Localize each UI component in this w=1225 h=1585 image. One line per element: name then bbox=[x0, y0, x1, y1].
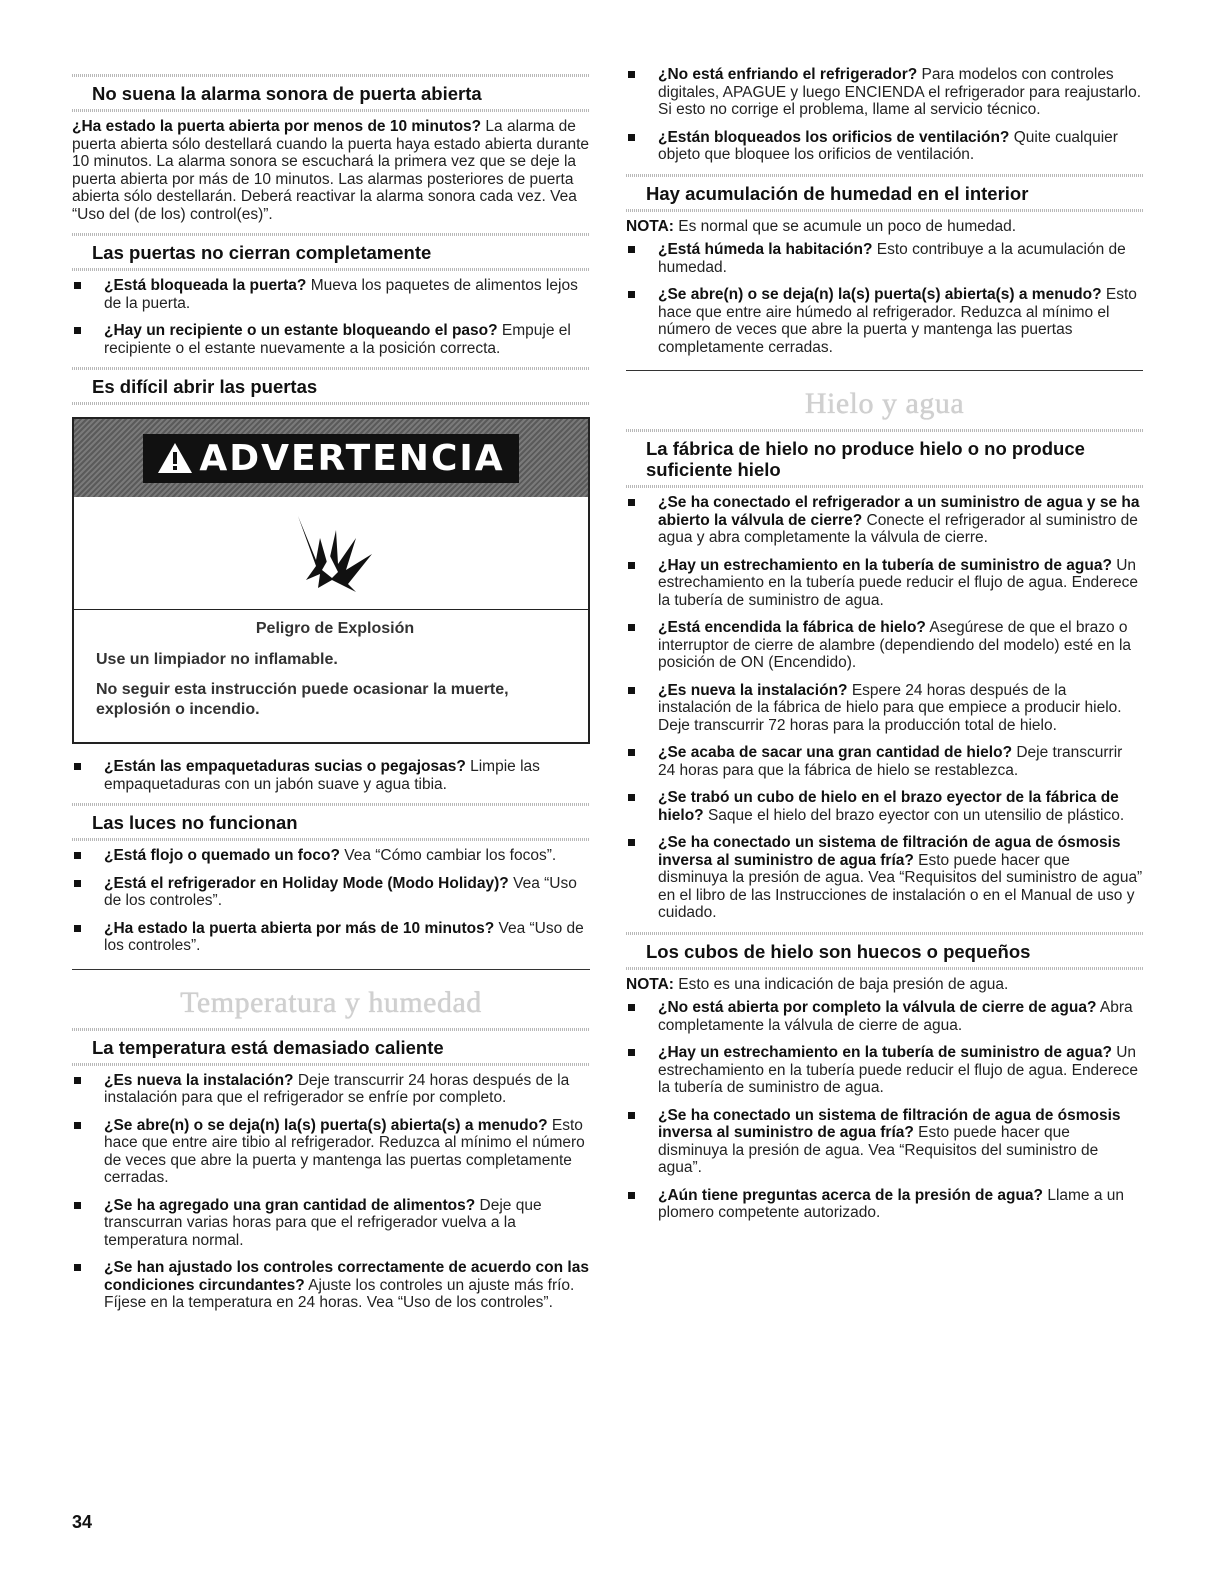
section-header bbox=[72, 803, 590, 841]
list-item bbox=[626, 999, 1143, 1034]
list-item bbox=[72, 1197, 590, 1250]
answer: Vea “Uso de los controles”. bbox=[104, 919, 584, 954]
question: ¿Se ha conectado un sistema de filtración de agua de ósmosis inversa al suministro de agua fría? bbox=[658, 834, 1121, 869]
question: ¿Están las empaquetaduras sucias o pegajosas? bbox=[104, 758, 466, 775]
question: ¿Están bloqueados los orificios de ventilación? bbox=[658, 128, 1010, 146]
warning-text bbox=[74, 610, 588, 742]
question: ¿Se han ajustado los controles correctamente de acuerdo con las condiciones circundantes? bbox=[104, 1259, 589, 1294]
bullet-square-icon bbox=[628, 687, 635, 694]
bullet-square-icon bbox=[74, 1264, 81, 1271]
list-item bbox=[626, 1187, 1143, 1222]
bullet-square-icon bbox=[628, 624, 635, 631]
list-item bbox=[626, 744, 1143, 779]
list-item bbox=[72, 847, 590, 865]
list-item bbox=[72, 920, 590, 955]
bullet-square-icon bbox=[74, 1077, 81, 1084]
paragraph bbox=[72, 118, 590, 223]
bullet-square-icon bbox=[74, 282, 81, 289]
section-header bbox=[626, 174, 1143, 212]
warning-title: ADVERTENCIA bbox=[199, 437, 505, 479]
list-item bbox=[626, 66, 1143, 119]
list-item bbox=[626, 286, 1143, 356]
answer: Vea “Cómo cambiar los focos”. bbox=[339, 847, 557, 864]
list-item bbox=[626, 619, 1143, 672]
answer: Saque el hielo del brazo eyector con un utensilio de plástico. bbox=[703, 806, 1125, 824]
question: ¿Está flojo o quemado un foco? bbox=[104, 847, 340, 864]
question: ¿Está el refrigerador en Holiday Mode (Modo Holiday)? bbox=[104, 874, 509, 892]
bullet-list bbox=[72, 277, 590, 357]
bullet-square-icon bbox=[628, 246, 635, 253]
bullet-square-icon bbox=[628, 1049, 635, 1056]
bullet-square-icon bbox=[74, 852, 81, 859]
section-header bbox=[626, 932, 1143, 970]
warning-triangle-icon bbox=[157, 442, 193, 474]
section-header bbox=[72, 367, 590, 405]
answer: Esto puede hacer que disminuya la presión de agua. Vea “Requisitos del suministro de agua” en el libro de las Instrucciones de instalación o en el Manual de uso y cuidado. bbox=[658, 851, 1143, 921]
list-item bbox=[626, 1044, 1143, 1097]
answer: Asegúrese de que el brazo o interruptor de cierre de alambre (dependiendo del modelo) esté en la posición de ON (Encendido). bbox=[658, 619, 1132, 671]
note-text: Esto es una indicación de baja presión de agua. bbox=[673, 975, 1009, 993]
answer: Esto hace que entre aire tibio al refrigerador. Reduzca al mínimo el número de veces que abre la puerta y mantenga las puertas completamente cerradas. bbox=[104, 1116, 585, 1186]
question: ¿Se trabó un cubo de hielo en el brazo eyector de la fábrica de hielo? bbox=[658, 789, 1119, 824]
explosion-graphic bbox=[74, 497, 588, 610]
bullet-list bbox=[72, 1072, 590, 1312]
bullet-square-icon bbox=[628, 1004, 635, 1011]
note bbox=[626, 218, 1143, 236]
explosion-icon bbox=[286, 508, 376, 598]
list-item bbox=[72, 277, 590, 312]
list-item bbox=[72, 1117, 590, 1187]
question: ¿Se ha agregado una gran cantidad de alimentos? bbox=[104, 1196, 476, 1214]
list-item bbox=[72, 1259, 590, 1312]
bullet-square-icon bbox=[628, 749, 635, 756]
question: ¿Está bloqueada la puerta? bbox=[104, 277, 307, 294]
bullet-square-icon bbox=[628, 291, 635, 298]
question: ¿Ha estado la puerta abierta por menos de 10 minutos? bbox=[72, 118, 482, 135]
bullet-list bbox=[626, 241, 1143, 356]
warning-box bbox=[72, 417, 590, 744]
answer: Conecte el refrigerador al suministro de agua y abra completamente la válvula de cierre. bbox=[658, 511, 1138, 546]
list-item bbox=[626, 682, 1143, 735]
list-item bbox=[626, 789, 1143, 824]
note bbox=[626, 976, 1143, 994]
bullet-list bbox=[72, 847, 590, 955]
section-header bbox=[72, 1028, 590, 1066]
question: ¿Es nueva la instalación? bbox=[104, 1071, 294, 1089]
question: ¿No está enfriando el refrigerador? bbox=[658, 66, 918, 83]
question: ¿Se ha conectado el refrigerador a un suministro de agua y se ha abierto la válvula de cierre? bbox=[658, 494, 1140, 529]
category-heading: Hielo y agua bbox=[804, 387, 965, 420]
section-header bbox=[72, 233, 590, 271]
page-number: 34 bbox=[72, 1512, 93, 1532]
answer: Deje que transcurran varias horas para que el refrigerador vuelva a la temperatura normal. bbox=[104, 1196, 542, 1249]
list-item bbox=[626, 241, 1143, 276]
question: ¿Hay un estrechamiento en la tubería de suministro de agua? bbox=[658, 556, 1112, 574]
category-heading: Temperatura y humedad bbox=[180, 985, 482, 1019]
question: ¿Aún tiene preguntas acerca de la presión de agua? bbox=[658, 1186, 1044, 1204]
list-item bbox=[72, 758, 590, 793]
bullet-square-icon bbox=[628, 499, 635, 506]
bullet-square-icon bbox=[628, 71, 635, 78]
bullet-square-icon bbox=[74, 925, 81, 932]
question: ¿Está encendida la fábrica de hielo? bbox=[658, 619, 926, 636]
answer: Limpie las empaquetaduras con un jabón suave y agua tibia. bbox=[104, 758, 540, 793]
bullet-square-icon bbox=[74, 1202, 81, 1209]
section-header bbox=[626, 429, 1143, 488]
warning-line: No seguir esta instrucción puede ocasionar la muerte, explosión o incendio. bbox=[96, 681, 509, 718]
answer: Quite cualquier objeto que bloquee los orificios de ventilación. bbox=[658, 128, 1118, 163]
bullet-square-icon bbox=[628, 1112, 635, 1119]
section-title: Es difícil abrir las puertas bbox=[92, 376, 318, 397]
bullet-square-icon bbox=[628, 1192, 635, 1199]
bullet-list bbox=[626, 66, 1143, 164]
section-title: Hay acumulación de humedad en el interior bbox=[646, 182, 1029, 204]
bullet-square-icon bbox=[628, 839, 635, 846]
list-item bbox=[72, 322, 590, 357]
question: ¿No está abierta por completo la válvula de cierre de agua? bbox=[658, 999, 1097, 1016]
list-item bbox=[626, 129, 1143, 164]
answer: Esto contribuye a la acumulación de humedad. bbox=[658, 241, 1126, 276]
answer: Para modelos con controles digitales, APAGUE y luego ENCIENDA el refrigerador para reajustarlo. Si esto no corrige el problema, llame al servicio técnico. bbox=[658, 66, 1142, 118]
right-column bbox=[626, 66, 1143, 1232]
list-item bbox=[626, 557, 1143, 610]
list-item bbox=[626, 834, 1143, 922]
question: ¿Ha estado la puerta abierta por más de 10 minutos? bbox=[104, 919, 495, 937]
warning-subtitle: Peligro de Explosión bbox=[255, 620, 415, 637]
bullet-square-icon bbox=[74, 763, 81, 770]
list-item bbox=[626, 494, 1143, 547]
answer: Abra completamente la válvula de cierre de agua. bbox=[658, 999, 1133, 1034]
section-title: La fábrica de hielo no produce hielo o no produce suficiente hielo bbox=[646, 438, 1085, 480]
section-title: Las luces no funcionan bbox=[92, 812, 298, 833]
question: ¿Se abre(n) o se deja(n) la(s) puerta(s) abierta(s) a menudo? bbox=[104, 1116, 548, 1134]
section-title: Los cubos de hielo son huecos o pequeños bbox=[646, 940, 1031, 962]
answer: Empuje el recipiente o el estante nuevamente a la posición correcta. bbox=[104, 322, 571, 357]
section-header bbox=[72, 74, 590, 112]
bullet-square-icon bbox=[74, 327, 81, 334]
note-text: Es normal que se acumule un poco de humedad. bbox=[673, 217, 1017, 235]
section-title: Las puertas no cierran completamente bbox=[92, 242, 432, 263]
bullet-list bbox=[626, 999, 1143, 1222]
answer: Vea “Uso de los controles”. bbox=[104, 874, 577, 909]
note-label: NOTA: bbox=[626, 217, 674, 235]
question: ¿Se abre(n) o se deja(n) la(s) puerta(s) abierta(s) a menudo? bbox=[658, 286, 1102, 303]
question: ¿Hay un recipiente o un estante bloqueando el paso? bbox=[104, 322, 498, 339]
answer: Mueva los paquetes de alimentos lejos de la puerta. bbox=[104, 277, 578, 312]
answer: Espere 24 horas después de la instalación de la fábrica de hielo para que empiece a producir hielo. Deje transcurrir 72 horas para la producción total de hielo. bbox=[658, 681, 1122, 734]
warning-banner bbox=[74, 419, 588, 497]
section-title: No suena la alarma sonora de puerta abierta bbox=[92, 83, 482, 104]
list-item bbox=[626, 1107, 1143, 1177]
bullet-square-icon bbox=[628, 562, 635, 569]
warning-title-wrap bbox=[143, 434, 518, 483]
divider bbox=[626, 370, 1143, 371]
list-item bbox=[72, 1072, 590, 1107]
answer: Esto puede hacer que disminuya la presión de agua. Vea “Requisitos del suministro de agua”. bbox=[658, 1124, 1099, 1176]
question: ¿Hay un estrechamiento en la tubería de suministro de agua? bbox=[658, 1044, 1112, 1061]
answer: Llame a un plomero competente autorizado. bbox=[658, 1186, 1125, 1221]
bullet-square-icon bbox=[74, 1122, 81, 1129]
answer: La alarma de puerta abierta sólo destellará cuando la puerta haya estado abierta durante 10 minutos. La alarma sonora se escuchará la primera vez que se deje la puerta abierta por más de 10 minutos. Las alarmas posteriores de puerta abierta sólo destellarán. Deberá reactivar la alarma sonora cada vez. Vea “Uso del (de los) control(es)”. bbox=[72, 118, 590, 223]
bullet-square-icon bbox=[628, 134, 635, 141]
note-label: NOTA: bbox=[626, 975, 674, 993]
section-title: La temperatura está demasiado caliente bbox=[92, 1036, 444, 1058]
answer: Deje transcurrir 24 horas después de la instalación para que el refrigerador se enfríe por completo. bbox=[104, 1071, 570, 1106]
question: ¿Está húmeda la habitación? bbox=[658, 241, 873, 258]
list-item bbox=[72, 875, 590, 910]
bullet-list bbox=[626, 494, 1143, 922]
question: ¿Es nueva la instalación? bbox=[658, 681, 848, 699]
bullet-square-icon bbox=[74, 880, 81, 887]
divider bbox=[72, 969, 590, 970]
answer: Un estrechamiento en la tubería puede reducir el flujo de agua. Enderece la tubería de suministro de agua. bbox=[658, 1044, 1138, 1096]
left-column bbox=[72, 66, 590, 1322]
question: ¿Se ha conectado un sistema de filtración de agua de ósmosis inversa al suministro de agua fría? bbox=[658, 1106, 1121, 1141]
answer: Ajuste los controles un ajuste más frío. Fíjese en la temperatura en 24 horas. Vea “Uso de los controles”. bbox=[104, 1276, 575, 1311]
bullet-list bbox=[72, 758, 590, 793]
warning-line: Use un limpiador no inflamable. bbox=[96, 651, 338, 668]
question: ¿Se acaba de sacar una gran cantidad de hielo? bbox=[658, 744, 1013, 761]
answer: Un estrechamiento en la tubería puede reducir el flujo de agua. Enderece la tubería de suministro de agua. bbox=[658, 556, 1138, 609]
bullet-square-icon bbox=[628, 794, 635, 801]
answer: Deje transcurrir 24 horas para que la fábrica de hielo se restablezca. bbox=[658, 744, 1123, 779]
answer: Esto hace que entre aire húmedo al refrigerador. Reduzca al mínimo el número de veces que abre la puerta y mantenga las puertas completamente cerradas. bbox=[658, 286, 1137, 356]
